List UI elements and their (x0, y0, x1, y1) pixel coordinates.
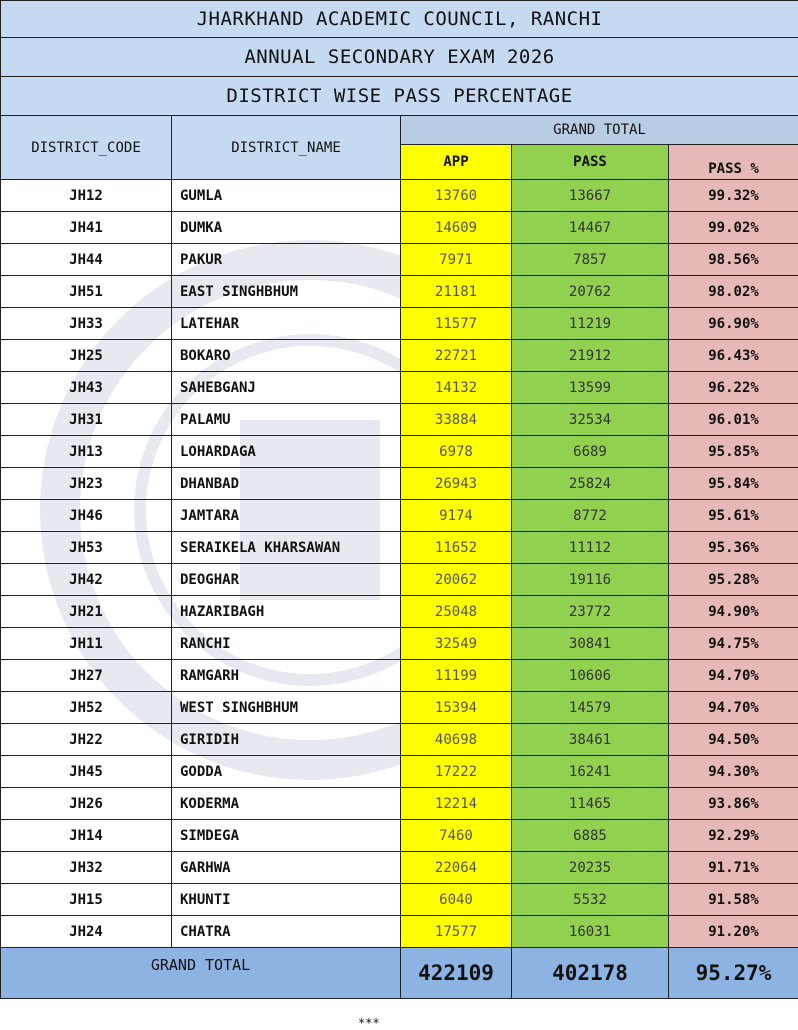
pass-percent-cell: 92.29% (669, 820, 798, 852)
pass-count-cell: 20235 (512, 852, 669, 884)
district-name-cell: KODERMA (172, 788, 401, 820)
table-row (1, 372, 798, 404)
pass-percent-cell: 95.36% (669, 532, 798, 564)
pass-count-cell: 13667 (512, 180, 669, 212)
app-count-cell: 14609 (401, 212, 512, 244)
district-name-cell: GODDA (172, 756, 401, 788)
pass-count-cell: 20762 (512, 276, 669, 308)
table-row (1, 564, 798, 596)
table-row (1, 468, 798, 500)
table-row (1, 596, 798, 628)
district-name-cell: CHATRA (172, 916, 401, 948)
district-name-cell: SAHEBGANJ (172, 372, 401, 404)
table-row (1, 436, 798, 468)
pass-count-cell: 14579 (512, 692, 669, 724)
app-count-cell: 6978 (401, 436, 512, 468)
pass-count-cell: 16031 (512, 916, 669, 948)
pass-percent-cell: 94.70% (669, 692, 798, 724)
table-row (1, 852, 798, 884)
table-row (1, 884, 798, 916)
district-code-cell: JH41 (1, 212, 172, 244)
district-code-cell: JH46 (1, 500, 172, 532)
pass-count-cell: 7857 (512, 244, 669, 276)
pass-percent-cell: 98.02% (669, 276, 798, 308)
district-code-cell: JH42 (1, 564, 172, 596)
app-count-cell: 14132 (401, 372, 512, 404)
district-code-cell: JH44 (1, 244, 172, 276)
district-name-cell: DEOGHAR (172, 564, 401, 596)
app-count-cell: 9174 (401, 500, 512, 532)
app-count-cell: 21181 (401, 276, 512, 308)
pass-count-cell: 11219 (512, 308, 669, 340)
pass-count-cell: 8772 (512, 500, 669, 532)
grand-total-pass: 402178 (512, 948, 669, 999)
app-count-cell: 11577 (401, 308, 512, 340)
pass-percent-cell: 94.75% (669, 628, 798, 660)
table-row (1, 404, 798, 436)
pass-percent-cell: 96.01% (669, 404, 798, 436)
pass-percent-cell: 95.84% (669, 468, 798, 500)
district-name-cell: SERAIKELA KHARSAWAN (172, 532, 401, 564)
council-title: JHARKHAND ACADEMIC COUNCIL, RANCHI (1, 1, 798, 38)
district-code-cell: JH23 (1, 468, 172, 500)
district-code-cell: JH43 (1, 372, 172, 404)
pass-count-cell: 32534 (512, 404, 669, 436)
table-row (1, 180, 798, 212)
pass-count-cell: 11112 (512, 532, 669, 564)
district-name-cell: PAKUR (172, 244, 401, 276)
district-name-cell: PALAMU (172, 404, 401, 436)
district-name-cell: WEST SINGHBHUM (172, 692, 401, 724)
pass-percent-cell: 99.32% (669, 180, 798, 212)
district-code-cell: JH45 (1, 756, 172, 788)
pass-count-cell: 6689 (512, 436, 669, 468)
pass-count-cell: 19116 (512, 564, 669, 596)
table-row (1, 628, 798, 660)
pass-count-cell: 23772 (512, 596, 669, 628)
exam-title: ANNUAL SECONDARY EXAM 2026 (1, 38, 798, 77)
pass-count-cell: 5532 (512, 884, 669, 916)
column-header-app: APP (401, 145, 512, 180)
pass-count-cell: 14467 (512, 212, 669, 244)
pass-count-cell: 16241 (512, 756, 669, 788)
district-name-cell: GARHWA (172, 852, 401, 884)
grand-total-percent: 95.27% (669, 948, 798, 999)
district-name-cell: GUMLA (172, 180, 401, 212)
table-row (1, 340, 798, 372)
app-count-cell: 7460 (401, 820, 512, 852)
report-title: DISTRICT WISE PASS PERCENTAGE (1, 77, 798, 116)
pass-percent-cell: 94.90% (669, 596, 798, 628)
pass-count-cell: 10606 (512, 660, 669, 692)
pass-count-cell: 11465 (512, 788, 669, 820)
pass-count-cell: 38461 (512, 724, 669, 756)
pass-percent-cell: 96.43% (669, 340, 798, 372)
pass-percent-cell: 95.85% (669, 436, 798, 468)
pass-percent-cell: 98.56% (669, 244, 798, 276)
district-code-cell: JH52 (1, 692, 172, 724)
district-code-cell: JH12 (1, 180, 172, 212)
table-row (1, 788, 798, 820)
district-name-cell: EAST SINGHBHUM (172, 276, 401, 308)
district-code-cell: JH32 (1, 852, 172, 884)
grand-total-app: 422109 (401, 948, 512, 999)
district-code-cell: JH13 (1, 436, 172, 468)
district-name-cell: RANCHI (172, 628, 401, 660)
pass-percent-cell: 96.22% (669, 372, 798, 404)
district-code-cell: JH22 (1, 724, 172, 756)
app-count-cell: 25048 (401, 596, 512, 628)
grand-total-label: GRAND TOTAL (1, 948, 401, 999)
district-name-cell: DUMKA (172, 212, 401, 244)
app-count-cell: 33884 (401, 404, 512, 436)
column-header-pass: PASS (512, 145, 669, 180)
pass-percent-cell: 99.02% (669, 212, 798, 244)
pass-percent-cell: 94.70% (669, 660, 798, 692)
pass-percent-cell: 96.90% (669, 308, 798, 340)
pass-percent-cell: 95.28% (669, 564, 798, 596)
district-name-cell: LATEHAR (172, 308, 401, 340)
district-code-cell: JH27 (1, 660, 172, 692)
pass-percent-cell: 94.50% (669, 724, 798, 756)
table-row (1, 756, 798, 788)
app-count-cell: 40698 (401, 724, 512, 756)
pass-count-cell: 6885 (512, 820, 669, 852)
district-code-cell: JH25 (1, 340, 172, 372)
district-name-cell: RAMGARH (172, 660, 401, 692)
table-row (1, 244, 798, 276)
app-count-cell: 12214 (401, 788, 512, 820)
district-name-cell: GIRIDIH (172, 724, 401, 756)
app-count-cell: 22721 (401, 340, 512, 372)
district-name-cell: BOKARO (172, 340, 401, 372)
column-header-pass-percent: PASS % (669, 145, 798, 180)
app-count-cell: 11652 (401, 532, 512, 564)
app-count-cell: 15394 (401, 692, 512, 724)
district-code-cell: JH15 (1, 884, 172, 916)
pass-count-cell: 21912 (512, 340, 669, 372)
table-row (1, 308, 798, 340)
district-name-cell: KHUNTI (172, 884, 401, 916)
table-row (1, 916, 798, 948)
table-row (1, 500, 798, 532)
app-count-cell: 17222 (401, 756, 512, 788)
district-code-cell: JH33 (1, 308, 172, 340)
district-code-cell: JH26 (1, 788, 172, 820)
app-count-cell: 22064 (401, 852, 512, 884)
pass-percent-cell: 93.86% (669, 788, 798, 820)
column-group-grand-total: GRAND TOTAL (401, 116, 798, 145)
district-code-cell: JH21 (1, 596, 172, 628)
district-code-cell: JH11 (1, 628, 172, 660)
pass-count-cell: 25824 (512, 468, 669, 500)
pass-percent-cell: 91.20% (669, 916, 798, 948)
table-row (1, 724, 798, 756)
district-code-cell: JH14 (1, 820, 172, 852)
district-code-cell: JH31 (1, 404, 172, 436)
pass-percent-cell: 91.58% (669, 884, 798, 916)
footer-stars: *** (358, 1016, 380, 1030)
district-code-cell: JH53 (1, 532, 172, 564)
pass-percent-cell: 95.61% (669, 500, 798, 532)
grand-total-row (1, 948, 798, 999)
table-row (1, 212, 798, 244)
pass-count-cell: 30841 (512, 628, 669, 660)
app-count-cell: 6040 (401, 884, 512, 916)
app-count-cell: 13760 (401, 180, 512, 212)
table-row (1, 532, 798, 564)
app-count-cell: 17577 (401, 916, 512, 948)
district-name-cell: HAZARIBAGH (172, 596, 401, 628)
district-name-cell: JAMTARA (172, 500, 401, 532)
district-name-cell: LOHARDAGA (172, 436, 401, 468)
app-count-cell: 20062 (401, 564, 512, 596)
table-row (1, 692, 798, 724)
app-count-cell: 11199 (401, 660, 512, 692)
column-header-district-code: DISTRICT_CODE (1, 116, 172, 180)
district-name-cell: DHANBAD (172, 468, 401, 500)
app-count-cell: 7971 (401, 244, 512, 276)
district-code-cell: JH51 (1, 276, 172, 308)
district-name-cell: SIMDEGA (172, 820, 401, 852)
pass-percent-cell: 91.71% (669, 852, 798, 884)
app-count-cell: 32549 (401, 628, 512, 660)
table-row (1, 820, 798, 852)
app-count-cell: 26943 (401, 468, 512, 500)
table-row (1, 276, 798, 308)
column-header-district-name: DISTRICT_NAME (172, 116, 401, 180)
pass-count-cell: 13599 (512, 372, 669, 404)
table-row (1, 660, 798, 692)
pass-percent-cell: 94.30% (669, 756, 798, 788)
district-code-cell: JH24 (1, 916, 172, 948)
